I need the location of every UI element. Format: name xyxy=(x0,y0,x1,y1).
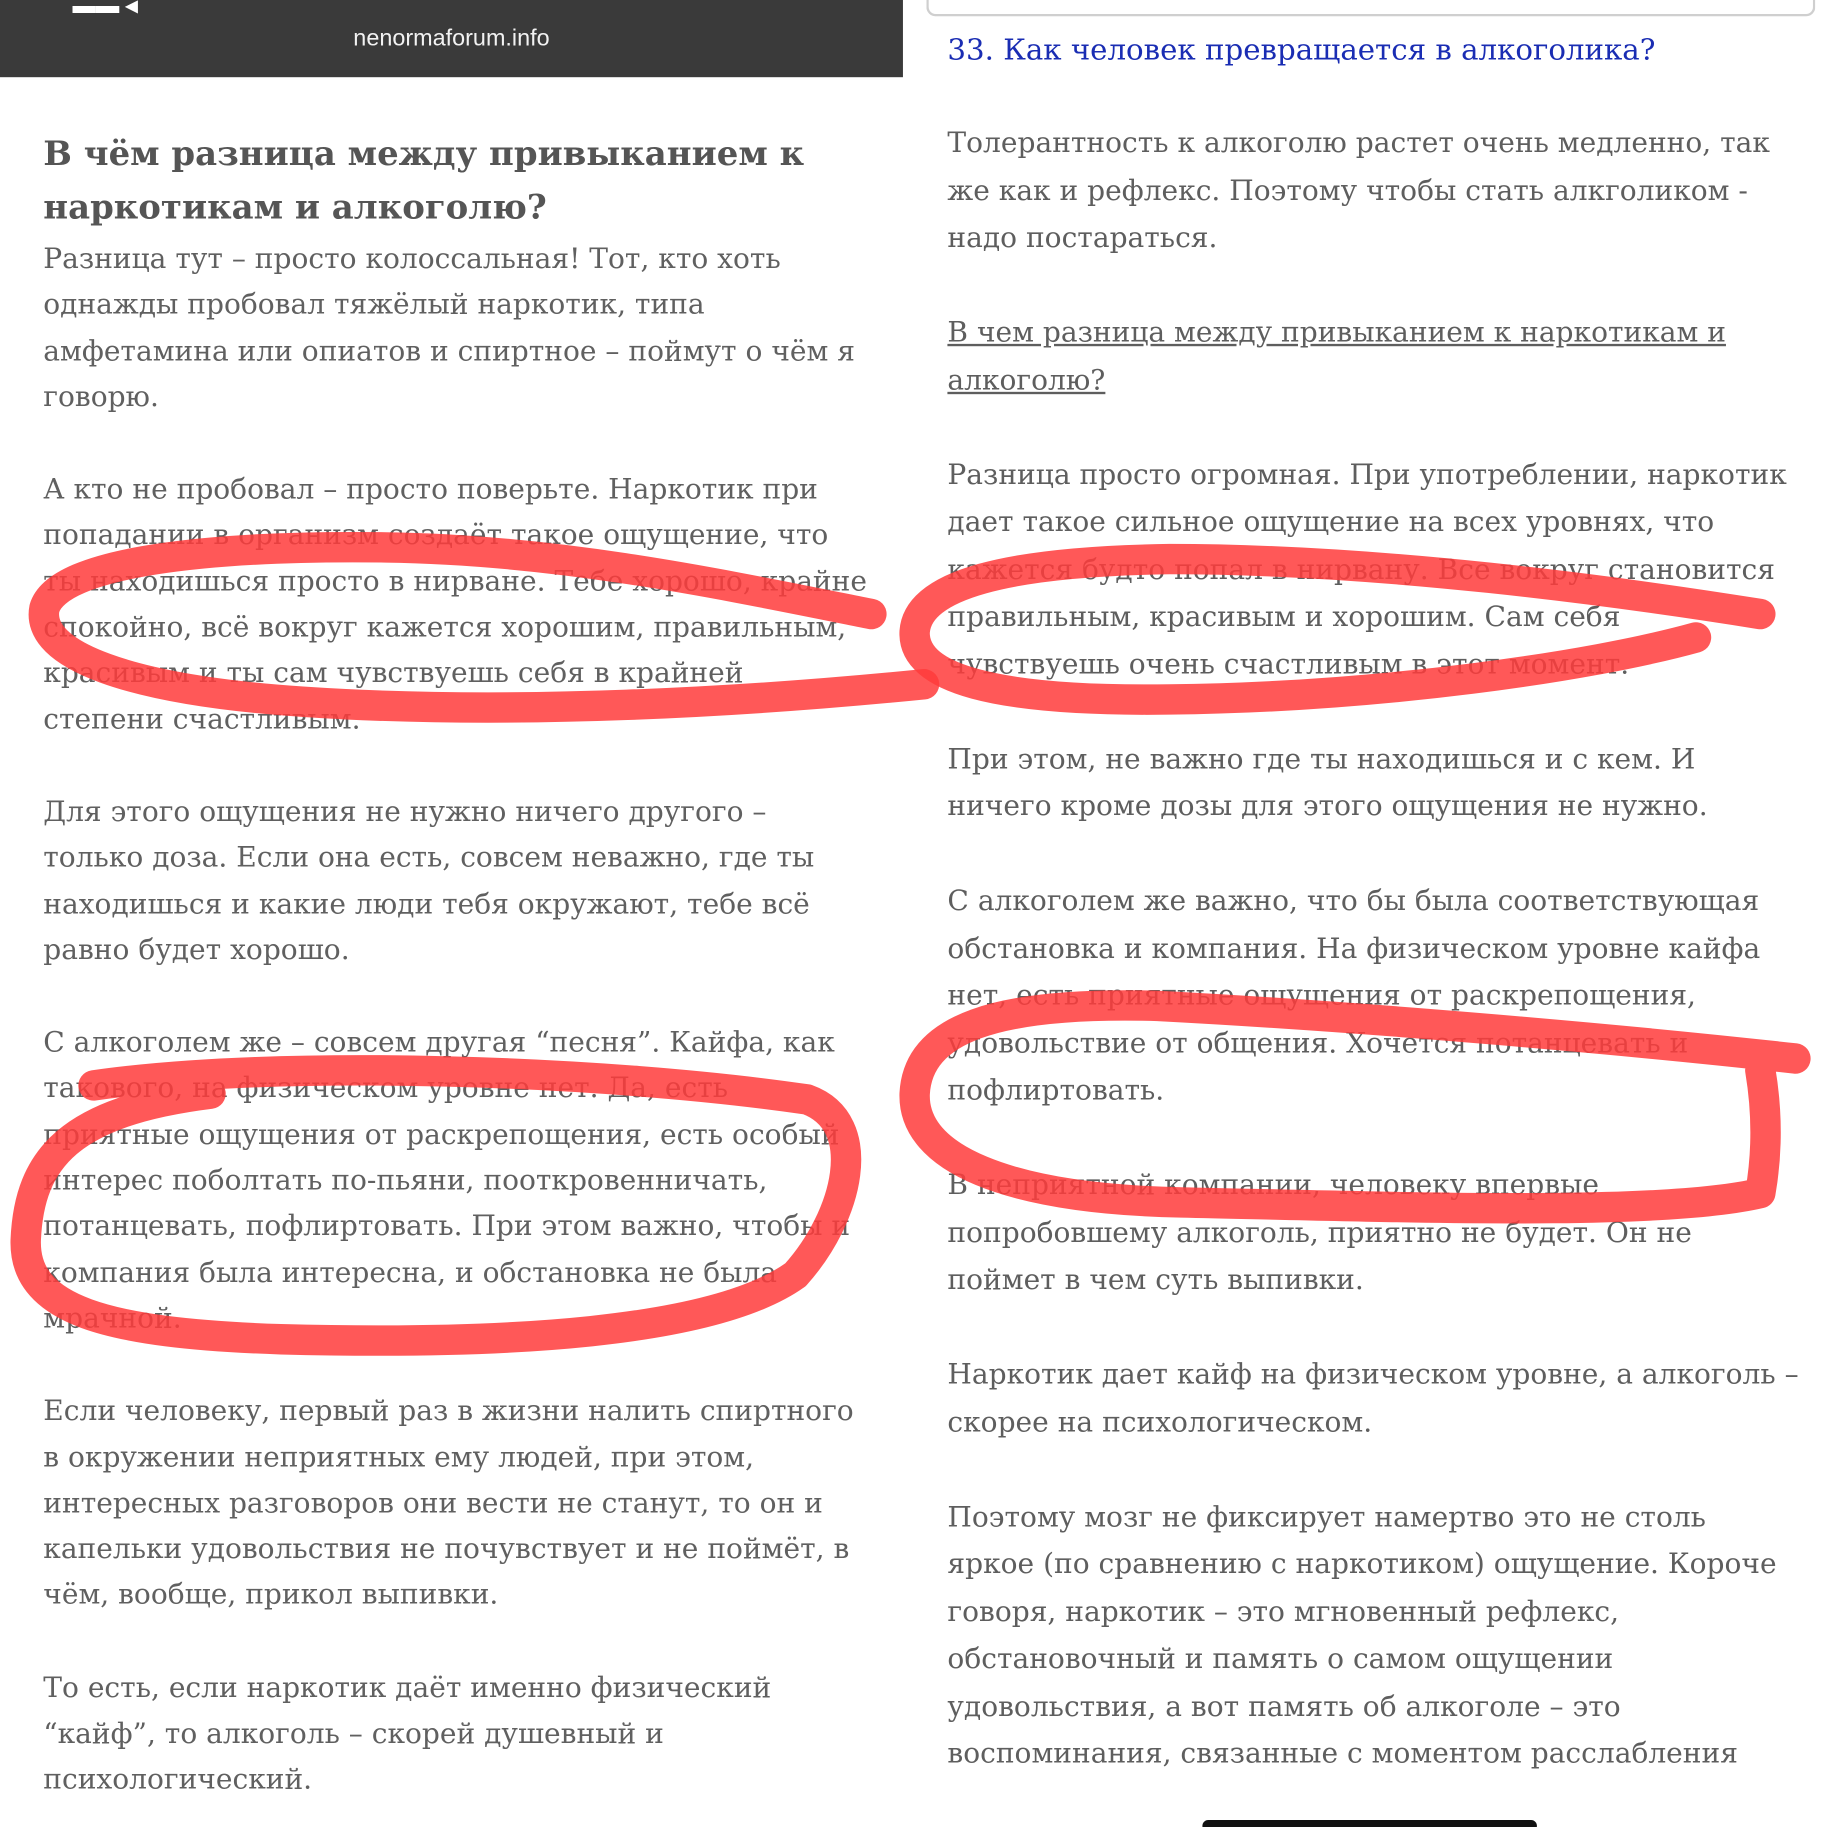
right-paragraph: Поэтому мозг не фиксирует намертво это не столь яркое (по сравнению с наркотиком) ощущение. Короче говоря, наркотик – это мгновенный рефлекс, обстановочный и память о самом ощущении удовольствия, а вот память об алкоголе – это воспоминания, связанные с моментом расслабления xyxy=(947,1500,1777,1770)
left-article-heading: В чём разница между привыканием к наркотикам и алкоголю? xyxy=(43,133,805,227)
left-paragraph: Для этого ощущения не нужно ничего другого – только доза. Если она есть, совсем неважно, где ты находишься и какие люди тебя окружают, тебе всё равно будет хорошо. xyxy=(43,795,815,966)
right-paragraph: В неприятной компании, человеку впервые попробовшему алкоголь, приятно не будет. Он не поймет в чем суть выпивки. xyxy=(947,1168,1692,1296)
right-paragraph: С алкоголем же важно, что бы была соответствующая обстановка и компания. На физическом уровне кайфа нет, есть приятные ощущения от раскрепощения, удовольствие от общения. Хочется потанцевать и пофлиртовать. xyxy=(947,884,1761,1107)
right-article-title-link[interactable]: 33. Как человек превращается в алкоголика? xyxy=(947,32,1656,67)
home-indicator[interactable] xyxy=(1202,1820,1537,1827)
right-subheading: В чем разница между привыканием к наркотикам и алкоголю? xyxy=(947,315,1726,396)
url-text[interactable]: nenormaforum.info xyxy=(353,25,550,52)
left-paragraph: А кто не пробовал – просто поверьте. Наркотик при попадании в организм создаёт такое ощущение, что ты находишься просто в нирване. Тебе хорошо, крайне спокойно, всё вокруг кажется хорошим, правильным, красивым и ты сам чувствуешь себя в крайней степени счастливым. xyxy=(43,472,867,736)
right-paragraph: Толерантность к алкоголю растет очень медленно, так же как и рефлекс. Поэтому чтобы стать алкголиком - надо постараться. xyxy=(947,126,1770,254)
left-article-body xyxy=(43,126,868,1827)
top-frame-edge xyxy=(926,0,1815,16)
right-article-body xyxy=(947,119,1801,1824)
right-article-panel[interactable] xyxy=(903,0,1827,1827)
left-paragraph: Если человеку, первый раз в жизни налить спиртного в окружении неприятных ему людей, при этом, интересных разговоров они вести не станут, то он и капельки удовольствия не почувствует и не поймёт, в чём, вообще, прикол выпивки. xyxy=(43,1394,854,1612)
right-paragraph: При этом, не важно где ты находишься и с кем. И ничего кроме дозы для этого ощущения не нужно. xyxy=(947,742,1708,823)
browser-address-bar[interactable] xyxy=(0,0,903,77)
left-paragraph: Разница тут – просто колоссальная! Тот, кто хоть однажды пробовал тяжёлый наркотик, типа амфетамина или опиатов и спиртное – поймут о чём я говорю. xyxy=(43,242,855,413)
right-paragraph: Наркотик дает кайф на физическом уровне, а алкоголь – скорее на психологическом. xyxy=(947,1357,1799,1439)
status-time-fragment: ▬▬ ◂ xyxy=(72,0,138,19)
left-paragraph: С алкоголем же – совсем другая “песня”. Кайфа, как такового, на физическом уровне нет. Да, есть приятные ощущения от раскрепощения, есть особый интерес поболтать по-пьяни, пооткровенничать, потанцевать, пофлиртовать. При этом важно, чтобы и компания была интересна, и обстановка не была мрачной. xyxy=(43,1025,851,1335)
left-paragraph: То есть, если наркотик даёт именно физический “кайф”, то алкоголь – скорей душевный и психологический. xyxy=(43,1671,772,1796)
left-article-panel[interactable] xyxy=(0,0,903,1827)
right-paragraph: Разница просто огромная. При употреблении, наркотик дает такое сильное ощущение на всех уровнях, что кажется будто попал в нирвану. Все вокруг становится правильным, красивым и хорошим. Сам себя чувствуешь очень счастливым в этот момент. xyxy=(947,457,1787,681)
